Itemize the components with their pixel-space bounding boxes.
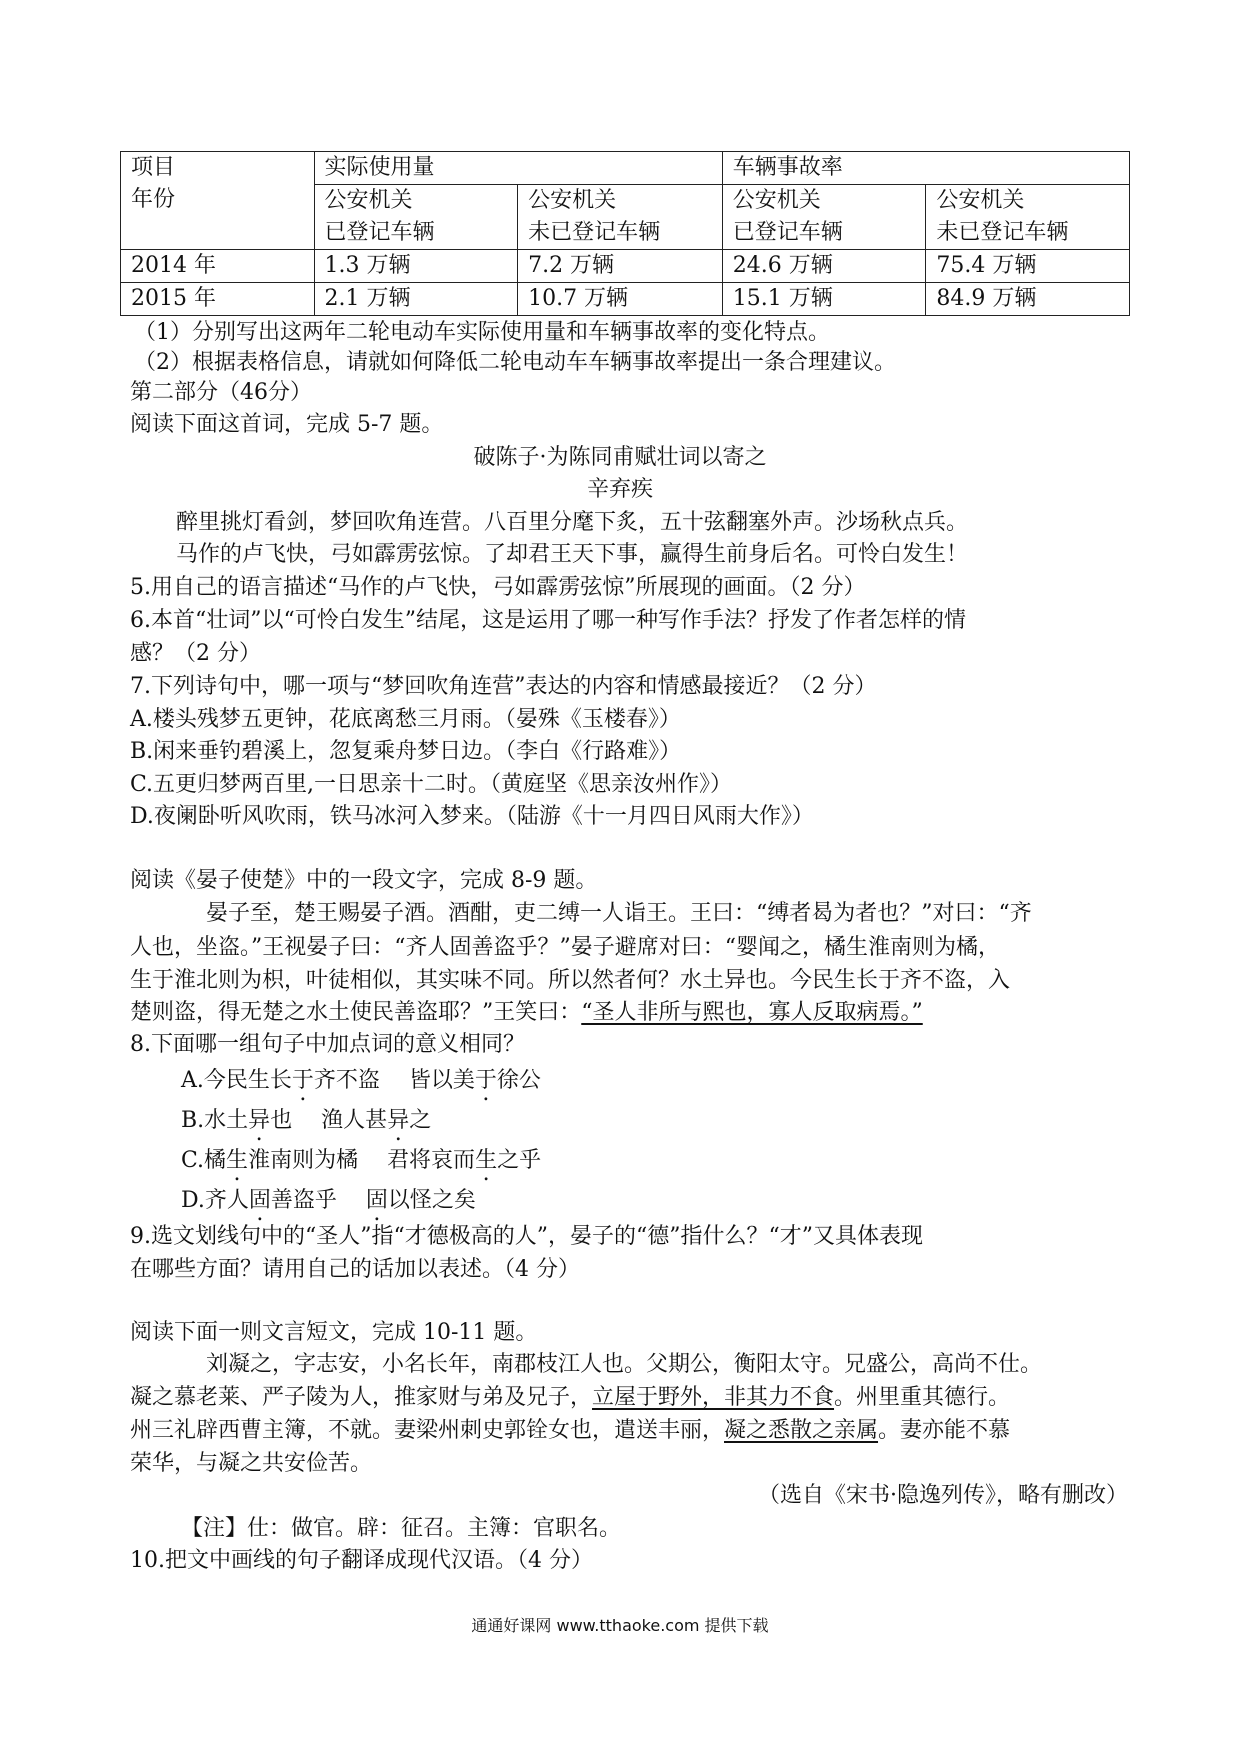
- part-two-heading: 第二部分（46分）: [130, 380, 312, 405]
- q8-option-c: C.橘生淮南则为橘 君将哀而生之乎: [181, 1148, 542, 1173]
- q8-option-b: B.水土异也 渔人甚异之: [181, 1108, 432, 1133]
- liu-passage-line: 凝之慕老莱、严子陵为人，推家财与弟及兄子，立屋于野外，非其力不食。州里重其德行。: [130, 1385, 1011, 1410]
- table-row: [121, 250, 1130, 283]
- liu-note: 【注】仕：做官。辟：征召。主簿：官职名。: [181, 1516, 622, 1541]
- table-row: [121, 283, 1130, 316]
- question-10: 10.把文中画线的句子翻译成现代汉语。（4 分）: [130, 1548, 593, 1573]
- question-8: 8.下面哪一组句子中加点词的意义相同？: [130, 1032, 525, 1057]
- yanzi-passage-line: 楚则盗，得无楚之水土使民善盗耶？”王笑曰：“圣人非所与熙也，寡人反取病焉。”: [130, 1000, 923, 1025]
- dotted-word: 固: [365, 1188, 388, 1213]
- yanzi-passage-line: 晏子至，楚王赐晏子酒。酒酣，吏二缚一人诣王。王曰：“缚者曷为者也？”对曰：“齐: [206, 901, 1032, 926]
- table-corner-cell: [121, 152, 315, 250]
- q8-option-a: A.今民生长于齐不盗 皆以美于徐公: [181, 1068, 541, 1093]
- question-4-1: （1）分别写出这两年二轮电动车实际使用量和车辆事故率的变化特点。: [134, 320, 830, 345]
- dotted-word: 生: [226, 1148, 249, 1173]
- q7-option-a: A.楼头残梦五更钟，花底离愁三月雨。（晏殊《玉楼春》）: [130, 707, 681, 732]
- question-9-line2: 在哪些方面？请用自己的话加以表述。（4 分）: [130, 1257, 580, 1282]
- q8-option-d: D.齐人固善盗乎 固以怪之矣: [181, 1188, 476, 1213]
- table-cell: 84.9 万辆: [926, 283, 1130, 316]
- table-subheader: 公安机关 已登记车辆: [722, 185, 926, 250]
- poem-instruction: 阅读下面这首词，完成 5-7 题。: [130, 412, 444, 437]
- question-6-line2: 感？（2 分）: [130, 641, 261, 666]
- liu-passage-line: 刘凝之，字志安，小名长年，南郡枝江人也。父期公，衡阳太守。兄盛公，高尚不仕。: [206, 1352, 1043, 1377]
- corner-year-label: 年份: [131, 187, 176, 212]
- yanzi-underlined-sentence: “圣人非所与熙也，寡人反取病焉。”: [581, 1000, 923, 1025]
- table-cell: 75.4 万辆: [926, 250, 1130, 283]
- table-cell: 15.1 万辆: [722, 283, 926, 316]
- table-cell: 7.2 万辆: [518, 250, 723, 283]
- table-cell-year: 2015 年: [121, 283, 315, 316]
- table-subheader: 公安机关 未已登记车辆: [518, 185, 723, 250]
- liu-source: （选自《宋书·隐逸列传》，略有删改）: [758, 1483, 1128, 1508]
- q7-option-c: C.五更归梦两百里,一日思亲十二时。（黄庭坚《思亲汝州作》）: [130, 772, 733, 797]
- corner-item-label: 项目: [131, 155, 176, 180]
- yanzi-passage-line: 人也，坐盗。”王视晏子曰：“齐人固善盗乎？”晏子避席对曰：“婴闻之，橘生淮南则为橘，: [130, 935, 1000, 960]
- dotted-word: 异: [387, 1108, 410, 1133]
- poem-author: 辛弃疾: [586, 477, 653, 502]
- table-subheader: 公安机关 已登记车辆: [314, 185, 518, 250]
- question-9-line1: 9.选文划线句中的“圣人”指“才德极高的人”，晏子的“德”指什么？“才”又具体表现: [130, 1224, 923, 1249]
- poem-line: 马作的卢飞快，弓如霹雳弦惊。了却君王天下事，赢得生前身后名。可怜白发生！: [176, 542, 969, 567]
- liu-instruction: 阅读下面一则文言短文，完成 10-11 题。: [130, 1320, 538, 1345]
- table-cell: 2.1 万辆: [314, 283, 518, 316]
- table-header-accident: 车辆事故率: [722, 152, 1129, 185]
- liu-underlined-sentence: 立屋于野外，非其力不食: [592, 1385, 835, 1410]
- dotted-word: 异: [248, 1108, 271, 1133]
- table-header-usage: 实际使用量: [314, 152, 722, 185]
- q7-option-d: D.夜阑卧听风吹雨，铁马冰河入梦来。（陆游《十一月四日风雨大作》）: [130, 804, 814, 829]
- question-7: 7.下列诗句中，哪一项与“梦回吹角连营”表达的内容和情感最接近？（2 分）: [130, 674, 877, 699]
- table-cell: 10.7 万辆: [518, 283, 723, 316]
- dotted-word: 于: [474, 1068, 497, 1093]
- dotted-word: 生: [475, 1148, 498, 1173]
- yanzi-passage-line: 生于淮北则为枳，叶徒相似，其实味不同。所以然者何？水土异也。今民生长于齐不盗，入: [130, 968, 1011, 993]
- yanzi-instruction: 阅读《晏子使楚》中的一段文字，完成 8-9 题。: [130, 868, 598, 893]
- q7-option-b: B.闲来垂钓碧溪上，忽复乘舟梦日边。（李白《行路难》）: [130, 739, 682, 764]
- liu-passage-line: 荣华，与凝之共安俭苦。: [130, 1451, 373, 1476]
- question-4-2: （2）根据表格信息，请就如何降低二轮电动车车辆事故率提出一条合理建议。: [134, 350, 896, 375]
- question-5: 5.用自己的语言描述“马作的卢飞快，弓如霹雳弦惊”所展现的画面。（2 分）: [130, 575, 866, 600]
- ebike-data-table: [120, 151, 1130, 316]
- dotted-word: 固: [248, 1188, 271, 1213]
- table-subheader: 公安机关 未已登记车辆: [926, 185, 1130, 250]
- question-6-line1: 6.本首“壮词”以“可怜白发生”结尾，这是运用了哪一种写作手法？抒发了作者怎样的情: [130, 608, 966, 633]
- footer-credit: 通通好课网 www.tthaoke.com 提供下载: [471, 1616, 769, 1635]
- poem-title: 破陈子·为陈同甫赋壮词以寄之: [473, 445, 767, 470]
- liu-passage-line: 州三礼辟西曹主簿，不就。妻梁州刺史郭铨女也，遣送丰丽，凝之悉散之亲属。妻亦能不慕: [130, 1418, 1011, 1443]
- table-cell: 24.6 万辆: [722, 250, 926, 283]
- table-cell: 1.3 万辆: [314, 250, 518, 283]
- dotted-word: 于: [291, 1068, 314, 1093]
- poem-line: 醉里挑灯看剑，梦回吹角连营。八百里分麾下炙，五十弦翻塞外声。沙场秋点兵。: [176, 510, 969, 535]
- liu-underlined-sentence: 凝之悉散之亲属: [724, 1418, 879, 1443]
- table-cell-year: 2014 年: [121, 250, 315, 283]
